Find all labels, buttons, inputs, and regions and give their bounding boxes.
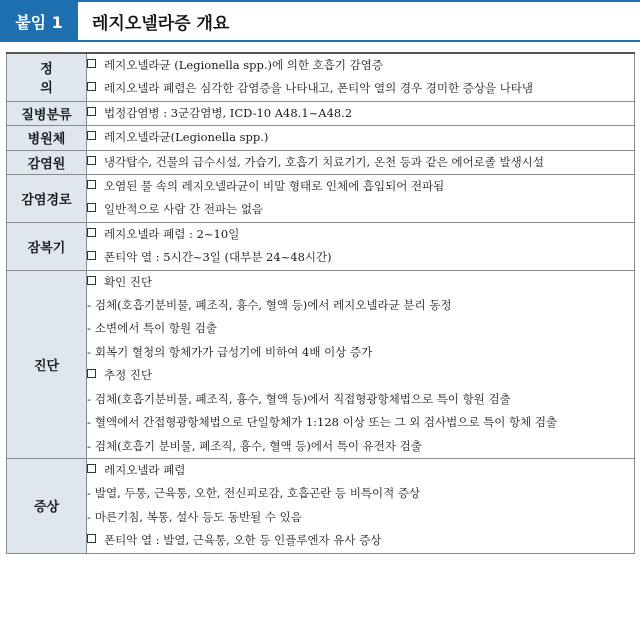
item-text: 추정 진단 — [104, 368, 153, 383]
table-body — [7, 53, 635, 553]
square-bullet-icon — [87, 534, 96, 543]
item-text: 레지오넬라 폐렴은 심각한 감염증을 나타내고, 폰티악 열의 경우 경미한 증상을 나타냄 — [104, 81, 534, 96]
sub-item — [87, 341, 634, 364]
row-content — [87, 126, 635, 150]
table-row — [7, 175, 635, 223]
row-content — [87, 150, 635, 174]
bullet-item — [87, 364, 634, 387]
square-bullet-icon — [87, 156, 96, 165]
dash-marker: - — [87, 509, 91, 524]
dash-marker: - — [87, 321, 91, 336]
table-row — [7, 126, 635, 150]
bullet-item — [87, 54, 634, 77]
item-text: 레지오넬라 폐렴 — [104, 462, 186, 477]
table-row — [7, 101, 635, 125]
item-text: 레지오넬라균 (Legionella spp.)에 의한 호흡기 감염증 — [104, 58, 383, 72]
square-bullet-icon — [87, 251, 96, 260]
row-label: 진단 — [7, 270, 87, 458]
item-text: 레지오넬라 폐렴 : 2~10일 — [104, 226, 240, 241]
table-row — [7, 270, 635, 458]
attachment-tag: 붙임 1 — [0, 2, 78, 40]
row-content — [87, 101, 635, 125]
sub-item — [87, 294, 634, 317]
sub-item — [87, 411, 634, 434]
square-bullet-icon — [87, 180, 96, 189]
square-bullet-icon — [87, 369, 96, 378]
item-text: 소변에서 특이 항원 검출 — [94, 321, 217, 336]
row-label: 증상 — [7, 458, 87, 553]
item-text: 폰티악 열 : 5시간~3일 (대부분 24~48시간) — [104, 250, 332, 265]
square-bullet-icon — [87, 59, 96, 68]
square-bullet-icon — [87, 203, 96, 212]
square-bullet-icon — [87, 228, 96, 237]
row-content — [87, 270, 635, 458]
table-row — [7, 53, 635, 101]
overview-table — [6, 52, 635, 554]
row-label: 잠복기 — [7, 222, 87, 270]
bullet-item — [87, 102, 634, 125]
row-content — [87, 222, 635, 270]
square-bullet-icon — [87, 464, 96, 473]
bullet-item — [87, 126, 634, 149]
sub-item — [87, 482, 634, 505]
item-text: 냉각탑수, 건물의 급수시설, 가습기, 호흡기 치료기기, 온천 등과 같은 에어로졸 발생시설 — [104, 154, 544, 169]
row-label: 질병분류 — [7, 101, 87, 125]
square-bullet-icon — [87, 107, 96, 116]
table-row — [7, 222, 635, 270]
square-bullet-icon — [87, 82, 96, 91]
item-text: 발열, 두통, 근육통, 오한, 전신피로감, 호흡곤란 등 비특이적 증상 — [94, 486, 421, 501]
sub-item — [87, 506, 634, 529]
item-text: 회복기 혈청의 항체가가 급성기에 비하여 4배 이상 증가 — [94, 344, 373, 359]
bullet-item — [87, 223, 634, 246]
bullet-item — [87, 529, 634, 552]
row-label: 감염경로 — [7, 175, 87, 223]
item-text: 마른기침, 복통, 설사 등도 동반될 수 있음 — [94, 509, 302, 524]
dash-marker: - — [87, 486, 91, 501]
bullet-item — [87, 246, 634, 269]
item-text: 폰티악 열 : 발열, 근육통, 오한 등 인플루엔자 유사 증상 — [104, 533, 382, 548]
sub-item — [87, 317, 634, 340]
bullet-item — [87, 77, 634, 100]
document-header — [0, 0, 640, 42]
dash-marker: - — [87, 415, 91, 430]
item-text: 혈액에서 간접형광항체법으로 단일항체가 1:128 이상 또는 그 외 검사법으로 특이 항체 검출 — [94, 415, 558, 430]
dash-marker: - — [87, 391, 91, 406]
sub-item — [87, 435, 634, 458]
bullet-item — [87, 271, 634, 294]
item-text: 법정감염병 : 3군감염병, ICD-10 A48.1~A48.2 — [104, 105, 353, 120]
row-content — [87, 175, 635, 223]
item-text: 레지오넬라균(Legionella spp.) — [104, 130, 269, 145]
row-content — [87, 53, 635, 101]
square-bullet-icon — [87, 276, 96, 285]
row-label: 병원체 — [7, 126, 87, 150]
square-bullet-icon — [87, 131, 96, 140]
item-text: 검체(호흡기분비물, 폐조직, 흉수, 혈액 등)에서 직접형광항체법으로 특이 항원 검출 — [94, 391, 511, 406]
item-text: 오염된 물 속의 레지오넬라균이 비말 형태로 인체에 흡입되어 전파됨 — [104, 179, 445, 194]
row-content — [87, 458, 635, 553]
dash-marker: - — [87, 438, 91, 453]
item-text: 검체(호흡기분비물, 폐조직, 흉수, 혈액 등)에서 레지오넬라균 분리 동정 — [94, 298, 452, 313]
bullet-item — [87, 151, 634, 174]
item-text: 일반적으로 사람 간 전파는 없음 — [104, 202, 264, 217]
row-label: 감염원 — [7, 150, 87, 174]
dash-marker: - — [87, 298, 91, 313]
dash-marker: - — [87, 344, 91, 359]
bullet-item — [87, 198, 634, 221]
sub-item — [87, 388, 634, 411]
row-label: 정 의 — [7, 53, 87, 101]
item-text: 검체(호흡기 분비물, 폐조직, 흉수, 혈액 등)에서 특이 유전자 검출 — [94, 438, 422, 453]
bullet-item — [87, 459, 634, 482]
table-row — [7, 458, 635, 553]
bullet-item — [87, 175, 634, 198]
item-text: 확인 진단 — [104, 274, 153, 289]
table-row — [7, 150, 635, 174]
page-title: 레지오넬라증 개요 — [92, 13, 230, 34]
